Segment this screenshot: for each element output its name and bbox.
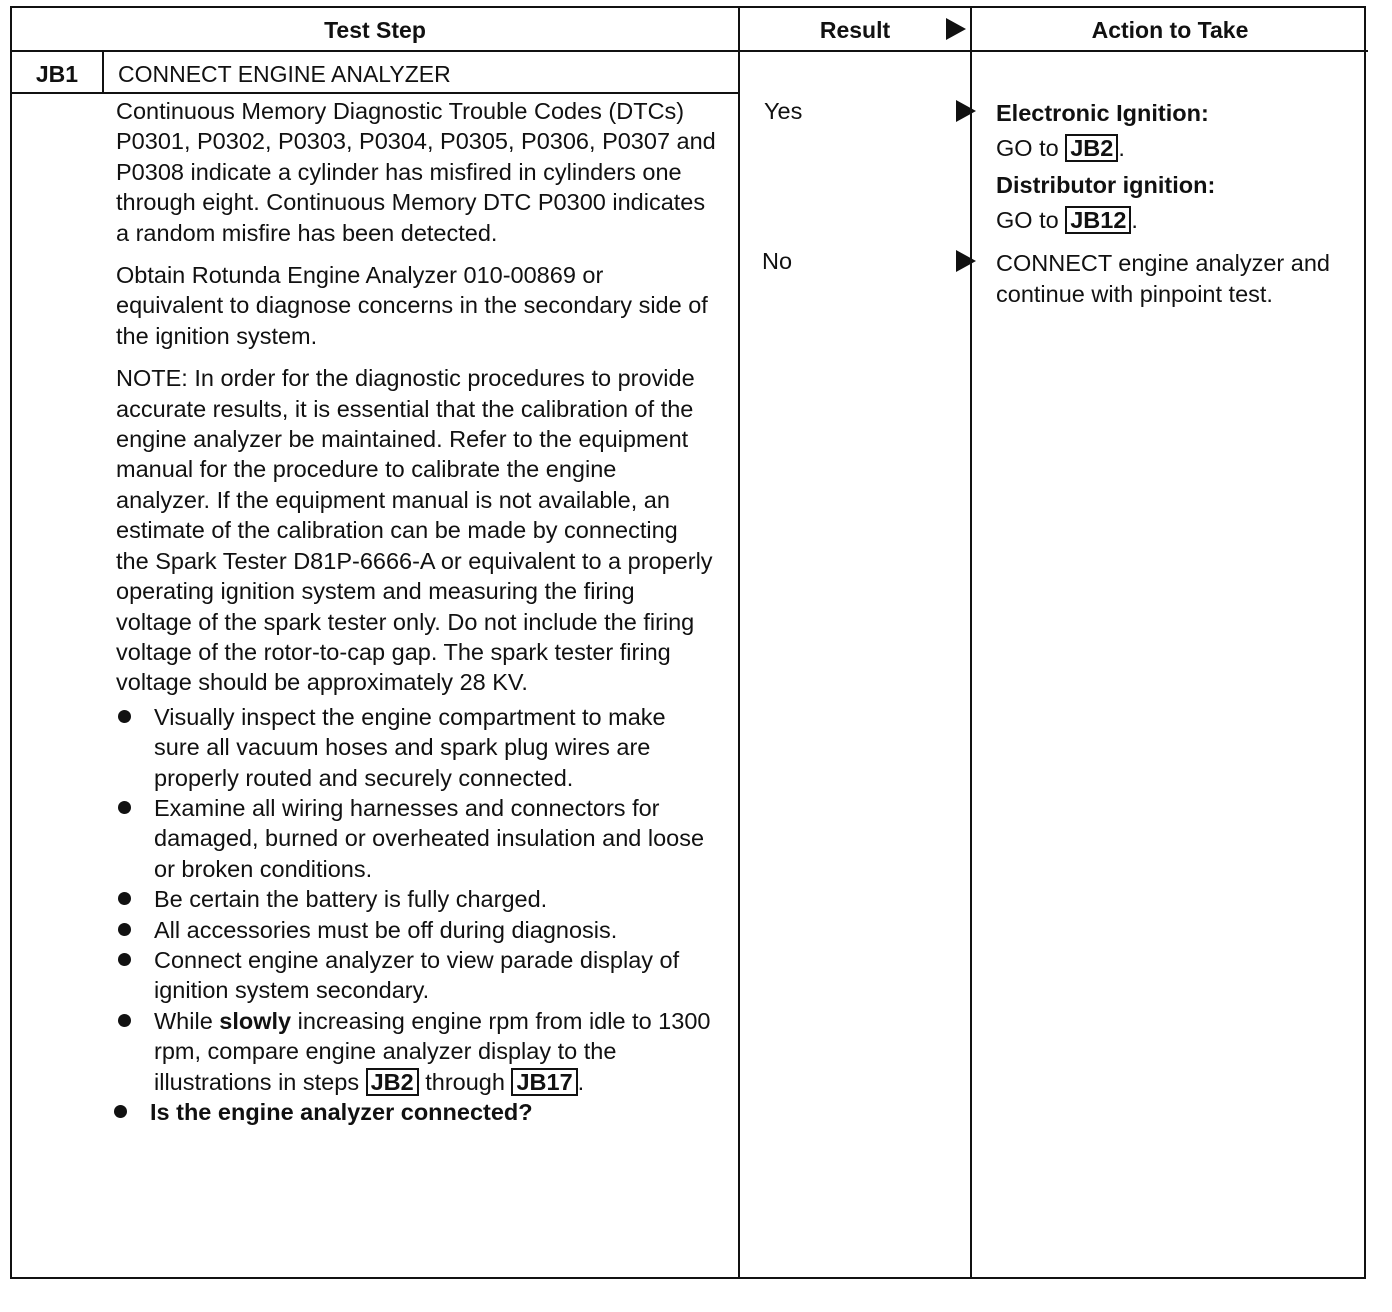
list-item: Connect engine analyzer to view parade display of ignition system secondary. xyxy=(116,945,716,1006)
header-arrow-icon xyxy=(946,18,966,40)
step-body xyxy=(116,96,716,1127)
bullet-icon xyxy=(118,710,131,723)
electronic-ignition-label: Electronic Ignition: xyxy=(996,100,1209,126)
distributor-ignition-label: Distributor ignition: xyxy=(996,172,1216,198)
step-ref-jb2[interactable]: JB2 xyxy=(366,1068,419,1096)
action-yes xyxy=(996,98,1366,236)
bullet-icon xyxy=(118,923,131,936)
step-ref-jb17[interactable]: JB17 xyxy=(511,1068,577,1096)
step-paragraph-analyzer: Obtain Rotunda Engine Analyzer 010-00869 or equivalent to diagnose concerns in the secondary side of the ignition system. xyxy=(116,262,708,349)
header-action: Action to Take xyxy=(1091,17,1249,43)
column-divider-action xyxy=(970,8,972,1277)
bullet-icon xyxy=(118,892,131,905)
list-item: While slowly increasing engine rpm from idle to 1300 rpm, compare engine analyzer display to the illustrations in steps JB2 through JB17 . xyxy=(116,1006,716,1097)
header-result: Result xyxy=(819,17,891,43)
bullet-icon xyxy=(118,953,131,966)
step-id-divider xyxy=(102,52,104,94)
action-no: CONNECT engine analyzer and continue with pinpoint test. xyxy=(996,250,1330,307)
result-no: No xyxy=(762,248,793,274)
header-test-step: Test Step xyxy=(324,17,426,43)
step-note: NOTE: In order for the diagnostic procedures to provide accurate results, it is essential that the calibration of the engine analyzer be maintained. Refer to the equipment manual for the procedure to calibrate the engine analyzer. If the equipment manual is not available, an estimate of the calibration can be made by connecting the Spark Tester D81P-6666-A or equivalent to a properly operating ignition system and measuring the firing voltage of the spark tester only. Do not include the firing voltage of the rotor-to-cap gap. The spark tester firing voltage should be approximately 28 KV. xyxy=(116,365,713,696)
list-item: Visually inspect the engine compartment to make sure all vacuum hoses and spark plug wires are properly routed and securely connected. xyxy=(116,702,716,793)
electronic-goto: GO to JB2 . xyxy=(996,135,1125,161)
distributor-goto: GO to JB12 . xyxy=(996,207,1138,233)
step-title: CONNECT ENGINE ANALYZER xyxy=(118,61,451,87)
list-item-question: Is the engine analyzer connected? xyxy=(112,1097,716,1127)
result-yes: Yes xyxy=(764,98,803,124)
step-id: JB1 xyxy=(35,61,79,87)
list-item: Be certain the battery is fully charged. xyxy=(116,884,716,914)
list-item: Examine all wiring harnesses and connectors for damaged, burned or overheated insulation and loose or broken conditions. xyxy=(116,793,716,884)
action-ref-jb12[interactable]: JB12 xyxy=(1065,206,1131,234)
step-checklist xyxy=(116,702,716,1128)
column-divider-result xyxy=(738,8,740,1277)
test-step-table xyxy=(10,6,1366,1279)
bullet-icon xyxy=(118,801,131,814)
list-item: All accessories must be off during diagnosis. xyxy=(116,915,716,945)
action-ref-jb2[interactable]: JB2 xyxy=(1065,134,1118,162)
bullet-icon xyxy=(118,1014,131,1027)
result-yes-arrow-icon xyxy=(956,100,976,122)
bullet-icon xyxy=(114,1105,127,1118)
step-paragraph-dtc: Continuous Memory Diagnostic Trouble Codes (DTCs) P0301, P0302, P0303, P0304, P0305, P0306, P0307 and P0308 indicate a cylinder has misfired in cylinders one through eight. Continuous Memory DTC P0300 indicates a random misfire has been detected. xyxy=(116,98,716,246)
result-no-arrow-icon xyxy=(956,250,976,272)
